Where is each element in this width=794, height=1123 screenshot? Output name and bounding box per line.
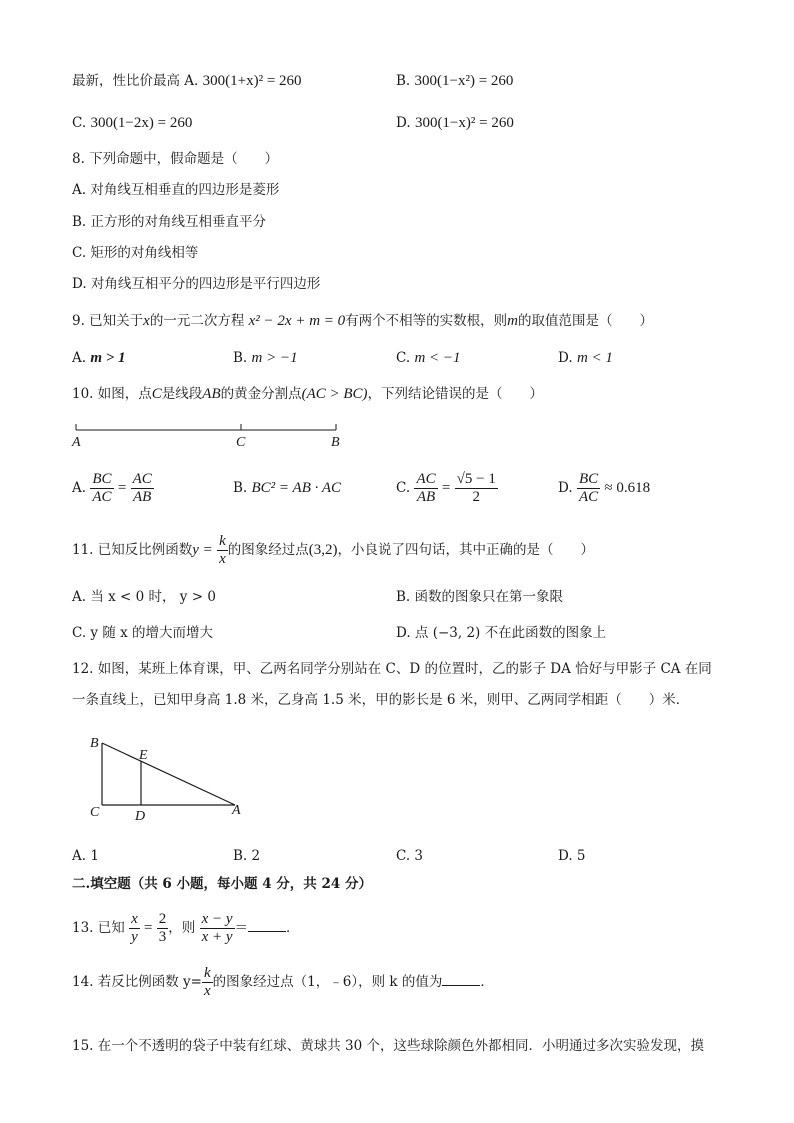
frac-numerator: AC [132, 471, 152, 487]
q10-fig-label-a: A [72, 435, 81, 450]
q9-var-m: m [507, 313, 518, 329]
q8-option-d: D. 对角线互相平分的四边形是平行四边形 [72, 276, 321, 292]
q9-stem-d: 的取值范围是（ ） [518, 313, 653, 329]
q11-option-a: A. 当 x < 0 时， y > 0 [72, 589, 216, 605]
frac-numerator: BC [578, 471, 599, 487]
q9-stem-c: 有两个不相等的实数根，则 [345, 313, 508, 329]
q7-option-b-label: B. [396, 73, 411, 89]
q10-point-c: C [151, 386, 162, 402]
q10-stem-d: ，下列结论错误的是（ ） [367, 386, 544, 402]
q8-option-c: C. 矩形的对角线相等 [72, 245, 199, 261]
q9-option-d-label: D. [558, 350, 573, 366]
q7-option-a: 300(1+x)² = 260 [202, 73, 302, 89]
frac-numerator: x − y [201, 911, 233, 927]
q9-stem-b: 的一元二次方程 [149, 313, 245, 329]
q12-option-b: B. 2 [233, 848, 261, 864]
q12-option-a: A. 1 [72, 848, 99, 864]
q13-frac2 [157, 911, 169, 946]
q9-stem-a: 9. 已知关于 [72, 313, 144, 329]
q12-fig-label-e: E [139, 748, 148, 763]
frac-denominator: AB [133, 489, 152, 505]
q7-option-b-wrap [396, 71, 513, 91]
q10-segment-ab: AB [202, 386, 221, 402]
q7-prefix: 最新，性比价最高 A. [72, 73, 199, 89]
q10-condition: (AC > BC) [301, 386, 368, 402]
q10-option-b-label: B. [233, 480, 248, 496]
frac-numerator: x [131, 911, 138, 927]
q9-option-b [233, 348, 298, 368]
q9-option-b-value: m > −1 [251, 350, 298, 366]
frac-denominator: AC [92, 489, 112, 505]
q14-stem-b: 的图象经过点（1，﹣6），则 k 的值为 [212, 974, 443, 990]
q10-option-a-label: A. [72, 480, 87, 496]
q9-var-x: x [143, 313, 150, 329]
equals-sign: = [117, 480, 127, 496]
q13-stem-c: ＝ [234, 920, 249, 936]
q9-equation: x² − 2x + m = 0 [248, 313, 346, 329]
q14-stem [72, 960, 494, 1004]
q9-option-c-label: C. [396, 350, 411, 366]
q9-option-b-label: B. [233, 350, 248, 366]
q11-option-c: C. y 随 x 的增大而增大 [72, 625, 214, 641]
q14-stem-a: 14. 若反比例函数 y= [72, 974, 202, 990]
q7-line1 [72, 71, 302, 91]
q12-fig-label-a: A [232, 803, 241, 818]
frac-denominator: x [204, 983, 211, 999]
q10-stem [72, 384, 543, 404]
q10-option-a-frac2 [131, 471, 154, 506]
q10-stem-c: 的黄金分割点 [220, 386, 302, 402]
frac-numerator: √5 − 1 [456, 471, 496, 487]
q11-y-eq: y = [192, 542, 213, 558]
frac-denominator: 3 [158, 929, 167, 945]
q10-stem-b: 是线段 [161, 386, 203, 402]
frac-numerator: AC [416, 471, 436, 487]
q10-option-b-value: BC² = AB · AC [251, 480, 342, 496]
q9-option-d-value: m < 1 [576, 350, 613, 366]
frac-numerator: k [219, 533, 226, 549]
q10-segment-figure [68, 418, 358, 452]
q10-option-c-frac1 [414, 471, 437, 506]
q10-option-b [233, 478, 341, 498]
q11-frac [217, 533, 228, 568]
q11-stem-c: ，小良说了四句话，其中正确的是（ ） [337, 542, 595, 558]
q7-option-d: 300(1−x)² = 260 [414, 115, 514, 131]
q13-answer-blank[interactable] [248, 917, 286, 932]
q9-option-a-label: A. [72, 350, 87, 366]
q7-option-c-wrap [72, 113, 192, 133]
equals-sign: = [441, 480, 451, 496]
q13-frac3 [200, 911, 235, 946]
q12-line1: 12. 如图，某班上体育课，甲、乙两名同学分别站在 C、D 的位置时，乙的影子 DA 恰好与甲影子 CA 在同 [72, 661, 712, 677]
q11-option-d: D. 点 (−3, 2) 不在此函数的图象上 [396, 625, 607, 641]
q10-option-d [558, 466, 650, 510]
q12-fig-label-b: B [90, 736, 99, 751]
q12-shadow-figure [82, 732, 262, 824]
q9-stem [72, 311, 653, 331]
section-title-fill-in: 二.填空题（共 6 小题，每小题 4 分，共 24 分） [72, 876, 372, 892]
q13-stem-a: 13. 已知 [72, 920, 125, 936]
q14-end: ． [480, 974, 494, 990]
q13-stem [72, 906, 300, 950]
q9-option-a-value: m > 1 [90, 350, 126, 366]
q10-stem-a: 10. 如图，点 [72, 386, 152, 402]
q8-stem: 8. 下列命题中，假命题是（ ） [72, 151, 279, 167]
frac-numerator: BC [92, 471, 112, 487]
q7-option-b: 300(1−x²) = 260 [414, 73, 514, 89]
q10-fig-label-b: B [331, 435, 340, 450]
q10-option-d-approx: ≈ 0.618 [604, 480, 651, 496]
q13-frac1 [129, 911, 140, 946]
q11-stem [72, 528, 594, 572]
q7-option-d-label: D. [396, 115, 411, 131]
q7-option-d-wrap [396, 113, 514, 133]
q9-option-d [558, 348, 613, 368]
frac-denominator: x [219, 551, 226, 567]
frac-denominator: x + y [201, 929, 233, 945]
frac-numerator: 2 [158, 911, 167, 927]
q12-fig-label-c: C [90, 805, 100, 820]
q11-stem-a: 11. 已知反比例函数 [72, 542, 193, 558]
q12-line2: 一条直线上，已知甲身高 1.8 米，乙身高 1.5 米，甲的影长是 6 米，则甲、乙两同学相距（ ）米． [72, 692, 690, 708]
frac-denominator: y [131, 929, 138, 945]
q10-option-d-label: D. [558, 480, 573, 496]
q12-fig-label-d: D [135, 809, 146, 824]
frac-denominator: AC [578, 489, 599, 505]
q9-option-a [72, 348, 126, 368]
q8-option-a: A. 对角线互相垂直的四边形是菱形 [72, 182, 280, 198]
q9-option-c [396, 348, 461, 368]
q7-option-c-label: C. [72, 115, 87, 131]
q10-option-c [396, 466, 498, 510]
q11-option-b: B. 函数的图象只在第一象限 [396, 589, 564, 605]
q13-stem-b: ，则 [168, 920, 196, 936]
q10-option-c-label: C. [396, 480, 411, 496]
q12-option-c: C. 3 [396, 848, 424, 864]
q9-option-c-value: m < −1 [414, 350, 461, 366]
equals-sign: = [144, 920, 153, 936]
frac-denominator: 2 [472, 489, 481, 505]
q10-option-c-frac2 [455, 471, 498, 506]
q10-option-a-frac1 [90, 471, 113, 506]
q8-option-b: B. 正方形的对角线互相垂直平分 [72, 214, 267, 230]
q12-option-d: D. 5 [558, 848, 586, 864]
frac-denominator: AB [416, 489, 436, 505]
q11-stem-b: 的图象经过点 [227, 542, 309, 558]
q7-option-c: 300(1−2x) = 260 [90, 115, 193, 131]
q14-frac [202, 965, 213, 1000]
q10-fig-label-c: C [236, 435, 246, 450]
q11-point: (3,2) [308, 542, 338, 558]
frac-numerator: k [204, 965, 211, 981]
q15-line1: 15. 在一个不透明的袋子中装有红球、黄球共 30 个，这些球除颜色外都相同．小明通过多次实验发现，摸 [72, 1038, 705, 1054]
q13-end: ． [286, 920, 300, 936]
q14-answer-blank[interactable] [442, 971, 480, 986]
q10-option-d-frac [577, 471, 600, 506]
q10-option-a [72, 466, 154, 510]
